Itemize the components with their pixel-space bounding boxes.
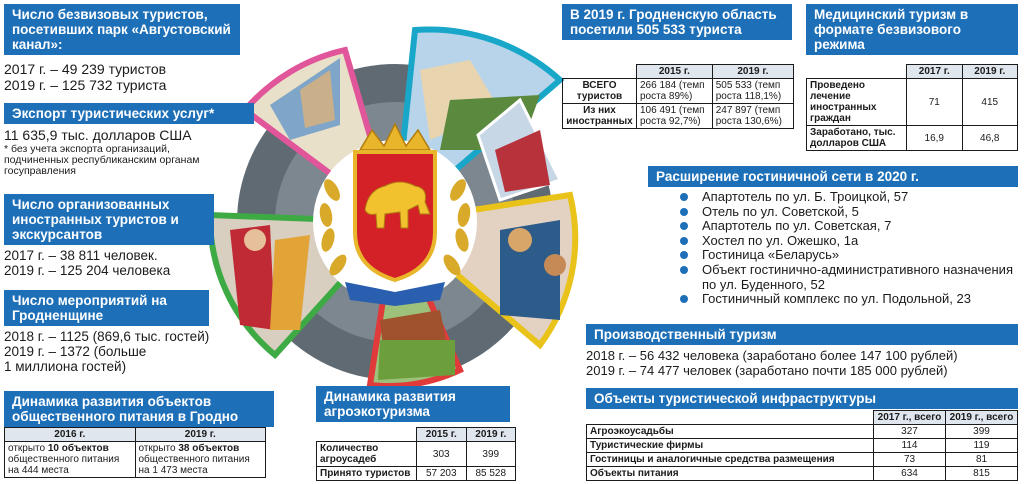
agro-title: Динамика развития агроэкотуризма — [324, 389, 456, 419]
list-item: Гостиничный комплекс по ул. Подольной, 23 — [680, 292, 1018, 307]
catering-title: Динамика развития объектов общественного питания в Гродно — [12, 394, 239, 424]
list-item: Апартотель по ул. Б. Троицкой, 57 — [680, 190, 1018, 205]
medical-cell: 46,8 — [962, 126, 1018, 151]
table-row — [317, 467, 516, 481]
visa-free-park-line-2017: 2017 г. – 49 239 туристов — [4, 61, 167, 77]
medical-header — [806, 4, 1018, 55]
industrial-line-2019: 2019 г. – 74 477 человек (заработано почти 185 000 рублей) — [586, 363, 948, 378]
infra-cell: 114 — [874, 439, 946, 453]
grodno-2019-table — [562, 64, 794, 129]
events-line-2018: 2018 г. – 1125 (869,6 тыс. гостей) — [4, 329, 210, 344]
list-item: Объект гостинично-административного назначения по ул. Буденного, 52 — [680, 263, 1018, 292]
medical-col-2019: 2019 г. — [962, 65, 1018, 79]
grodno-cell: 247 897 (темп роста 130,6%) — [712, 104, 793, 129]
agro-col-2015: 2015 г. — [417, 428, 467, 442]
table-row — [587, 439, 1018, 453]
industrial-header — [586, 324, 1018, 345]
grodno-row-label: ВСЕГО туристов — [563, 79, 637, 104]
infra-cell: 81 — [946, 453, 1018, 467]
grodno-col-2019: 2019 г. — [712, 65, 793, 79]
infrastructure-title: Объекты туристической инфраструктуры — [594, 391, 876, 406]
table-row — [587, 467, 1018, 481]
list-item: Хостел по ул. Ожешко, 1а — [680, 234, 1018, 249]
table-row — [587, 425, 1018, 439]
industrial-title: Производственный туризм — [594, 327, 777, 342]
visa-free-park-header — [4, 4, 240, 55]
medical-cell: 71 — [907, 79, 963, 126]
coat-of-arms-shield — [355, 152, 435, 280]
grodno-2019-title: В 2019 г. Гродненскую область посетили 505 533 туриста — [570, 7, 777, 37]
medical-title: Медицинский туризм в формате безвизового режима — [814, 7, 969, 52]
table-row — [563, 79, 794, 104]
infra-cell: 119 — [946, 439, 1018, 453]
medical-col-2017: 2017 г. — [907, 65, 963, 79]
agro-row-label: Количество агроусадеб — [317, 442, 417, 467]
grodno-cell: 106 491 (темп роста 92,7%) — [637, 104, 713, 129]
grodno-col-2015: 2015 г. — [637, 65, 713, 79]
medical-row-label: Заработано, тыс. долларов США — [807, 126, 907, 151]
table-row — [317, 442, 516, 467]
infra-col-2019: 2019 г., всего — [946, 411, 1018, 425]
medical-cell: 16,9 — [907, 126, 963, 151]
agro-cell: 399 — [466, 442, 516, 467]
infra-row-label: Туристические фирмы — [587, 439, 874, 453]
infra-cell: 327 — [874, 425, 946, 439]
grodno-cell: 266 184 (темп роста 89%) — [637, 79, 713, 104]
organized-tourists-line-2017: 2017 г. – 38 811 человек. — [4, 248, 158, 263]
events-line-guests: 1 миллиона гостей) — [4, 359, 127, 374]
infrastructure-table — [586, 410, 1018, 481]
list-item: Апартотель по ул. Советская, 7 — [680, 219, 1018, 234]
agro-cell: 85 528 — [466, 467, 516, 481]
agro-header — [316, 386, 510, 422]
hotels-header — [648, 166, 1018, 187]
agro-col-2019: 2019 г. — [466, 428, 516, 442]
grodno-cell: 505 533 (темп роста 118,1%) — [712, 79, 793, 104]
organized-tourists-title: Число организованных иностранных туристов и экскурсантов — [12, 197, 179, 242]
grodno-2019-header — [562, 4, 792, 40]
export-note: * без учета экспорта организаций, подчиненных республиканским органам госуправления — [4, 143, 200, 177]
export-header — [4, 103, 254, 124]
agro-row-label: Принято туристов — [317, 467, 417, 481]
organized-tourists-header — [4, 194, 214, 245]
table-row — [587, 453, 1018, 467]
infra-row-label: Объекты питания — [587, 467, 874, 481]
export-value: 11 635,9 тыс. долларов США — [4, 127, 192, 143]
infra-cell: 634 — [874, 467, 946, 481]
events-line-2019: 2019 г. – 1372 (больше — [4, 344, 147, 359]
catering-col-2016: 2016 г. — [5, 428, 136, 442]
catering-header — [4, 391, 274, 427]
catering-cell-2016: открыто 10 объектов общественного питания на 444 места — [5, 442, 136, 478]
medical-table — [806, 64, 1018, 151]
table-row — [807, 79, 1018, 126]
visa-free-park-title: Число безвизовых туристов, посетивших парк «Августовский канал»: — [12, 7, 231, 52]
visa-free-park-line-2019: 2019 г. – 125 732 туриста — [4, 77, 167, 93]
catering-cell-2019: открыто 38 объектов общественного питания на 1 473 места — [135, 442, 266, 478]
infra-cell: 815 — [946, 467, 1018, 481]
grodno-row-label: Из них иностранных — [563, 104, 637, 129]
industrial-line-2018: 2018 г. – 56 432 человека (заработано более 147 100 рублей) — [586, 348, 958, 363]
list-item: Отель по ул. Советской, 5 — [680, 205, 1018, 220]
infrastructure-header — [586, 388, 1018, 409]
events-title: Число мероприятий на Гродненщине — [12, 293, 167, 323]
export-title: Экспорт туристических услуг* — [12, 106, 215, 121]
catering-col-2019: 2019 г. — [135, 428, 266, 442]
hotels-title: Расширение гостиничной сети в 2020 г. — [656, 169, 919, 184]
table-row — [563, 104, 794, 129]
infra-row-label: Агроэкоусадьбы — [587, 425, 874, 439]
catering-table — [4, 427, 266, 478]
table-row — [807, 126, 1018, 151]
infra-cell: 73 — [874, 453, 946, 467]
events-header — [4, 290, 209, 326]
list-item: Гостиница «Беларусь» — [680, 248, 1018, 263]
agro-cell: 303 — [417, 442, 467, 467]
medical-row-label: Проведено лечение иностранных граждан — [807, 79, 907, 126]
agro-cell: 57 203 — [417, 467, 467, 481]
organized-tourists-line-2019: 2019 г. – 125 204 человека — [4, 263, 171, 278]
infra-cell: 399 — [946, 425, 1018, 439]
agro-table — [316, 427, 516, 481]
medical-cell: 415 — [962, 79, 1018, 126]
infra-row-label: Гостиницы и аналогичные средства размещения — [587, 453, 874, 467]
hotels-list — [680, 190, 1018, 307]
infra-col-2017: 2017 г., всего — [874, 411, 946, 425]
